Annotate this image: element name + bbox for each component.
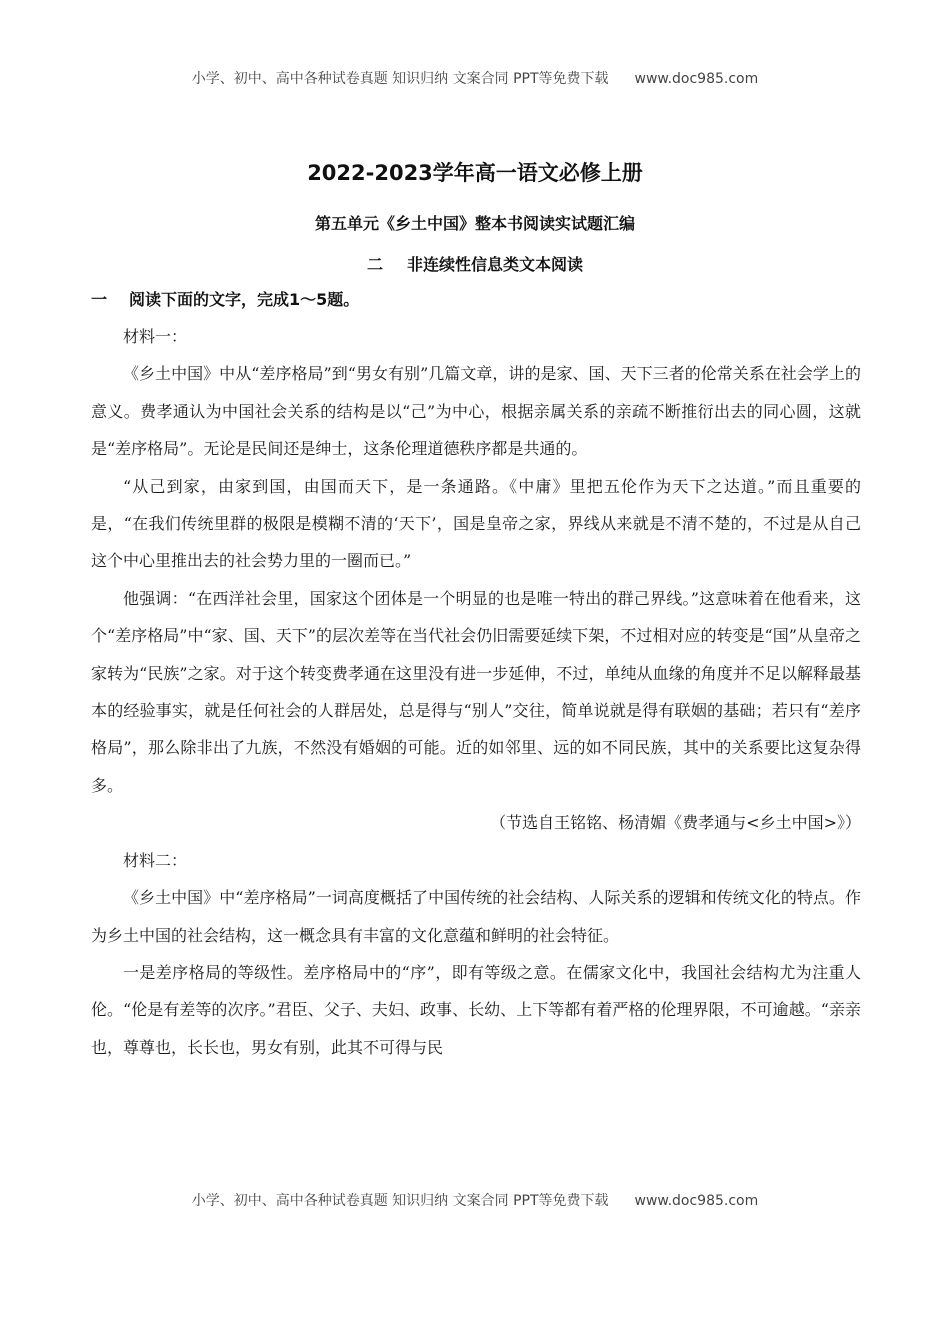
document-title: 2022-2023学年高一语文必修上册: [307, 161, 643, 185]
question-number: 一: [91, 290, 108, 309]
paragraph: 《乡土中国》中“差序格局”一词高度概括了中国传统的社会结构、人际关系的逻辑和传统文化的特点。作为乡土中国的社会结构，这一概念具有丰富的文化意蕴和鲜明的社会特征。: [91, 888, 861, 945]
section-heading: [0, 252, 950, 275]
source-citation: （节选自王铭铭、杨清媚《费孝通与<乡土中国>》）: [490, 813, 861, 833]
question-text: 阅读下面的文字，完成1～5题。: [129, 290, 360, 309]
question-instruction: [91, 287, 359, 310]
paragraph: 《乡土中国》中从“差序格局”到“男女有别”几篇文章，讲的是家、国、天下三者的伦常关系在社会学上的意义。费孝通认为中国社会关系的结构是以“己”为中心，根据亲属关系的亲疏不断推衍出去的同心圆，这就是“差序格局”。无论是民间还是绅士，这条伦理道德秩序都是共通的。: [91, 364, 861, 459]
reading-passage: [91, 318, 861, 1066]
page-header: [0, 68, 950, 88]
section-number: 二: [366, 255, 383, 274]
header-site-link[interactable]: www.doc985.com: [634, 71, 759, 87]
footer-text: 小学、初中、高中各种试卷真题 知识归纳 文案合同 PPT等免费下载: [191, 1193, 609, 1209]
paragraph: 一是差序格局的等级性。差序格局中的“序”，即有等级之意。在儒家文化中，我国社会结构尤为注重人伦。“伦是有差等的次序。”君臣、父子、夫妇、政事、长幼、上下等都有着严格的伦理界限，不可逾越。“亲亲也，尊尊也，长长也，男女有别，此其不可得与民: [91, 962, 861, 1057]
paragraph: “从己到家，由家到国，由国而天下，是一条通路。《中庸》里把五伦作为天下之达道。”而且重要的是，“在我们传统里群的极限是模糊不清的‘天下’，国是皇帝之家，界线从来就是不清不楚的，不过是从自己这个中心里推出去的社会势力里的一圈而已。”: [91, 476, 861, 571]
header-text: 小学、初中、高中各种试卷真题 知识归纳 文案合同 PPT等免费下载: [191, 71, 609, 87]
unit-subtitle: 第五单元《乡土中国》整本书阅读实试题汇编: [314, 214, 635, 233]
footer-site-link[interactable]: www.doc985.com: [634, 1193, 759, 1209]
material-two-label: 材料二：: [123, 850, 188, 870]
page-footer: [0, 1190, 950, 1210]
paragraph: 他强调：“在西洋社会里，国家这个团体是一个明显的也是唯一特出的群己界线。”这意味着在他看来，这个“差序格局”中“家、国、天下”的层次差等在当代社会仍旧需要延续下架，不过相对应的转变是“国”从皇帝之家转为“民族”之家。对于这个转变费孝通在这里没有进一步延伸，不过，单纯从血缘的角度并不足以解释最基本的经验事实，就是任何社会的人群居处，总是得与“别人”交往，简单说就是得有联姻的基础；若只有“差序格局”，那么除非出了九族，不然没有婚姻的可能。近的如邻里、远的如不同民族，其中的关系要比这复杂得多。: [91, 588, 861, 795]
section-label: 非连续性信息类文本阅读: [407, 255, 584, 274]
material-one-label: 材料一：: [123, 327, 188, 346]
